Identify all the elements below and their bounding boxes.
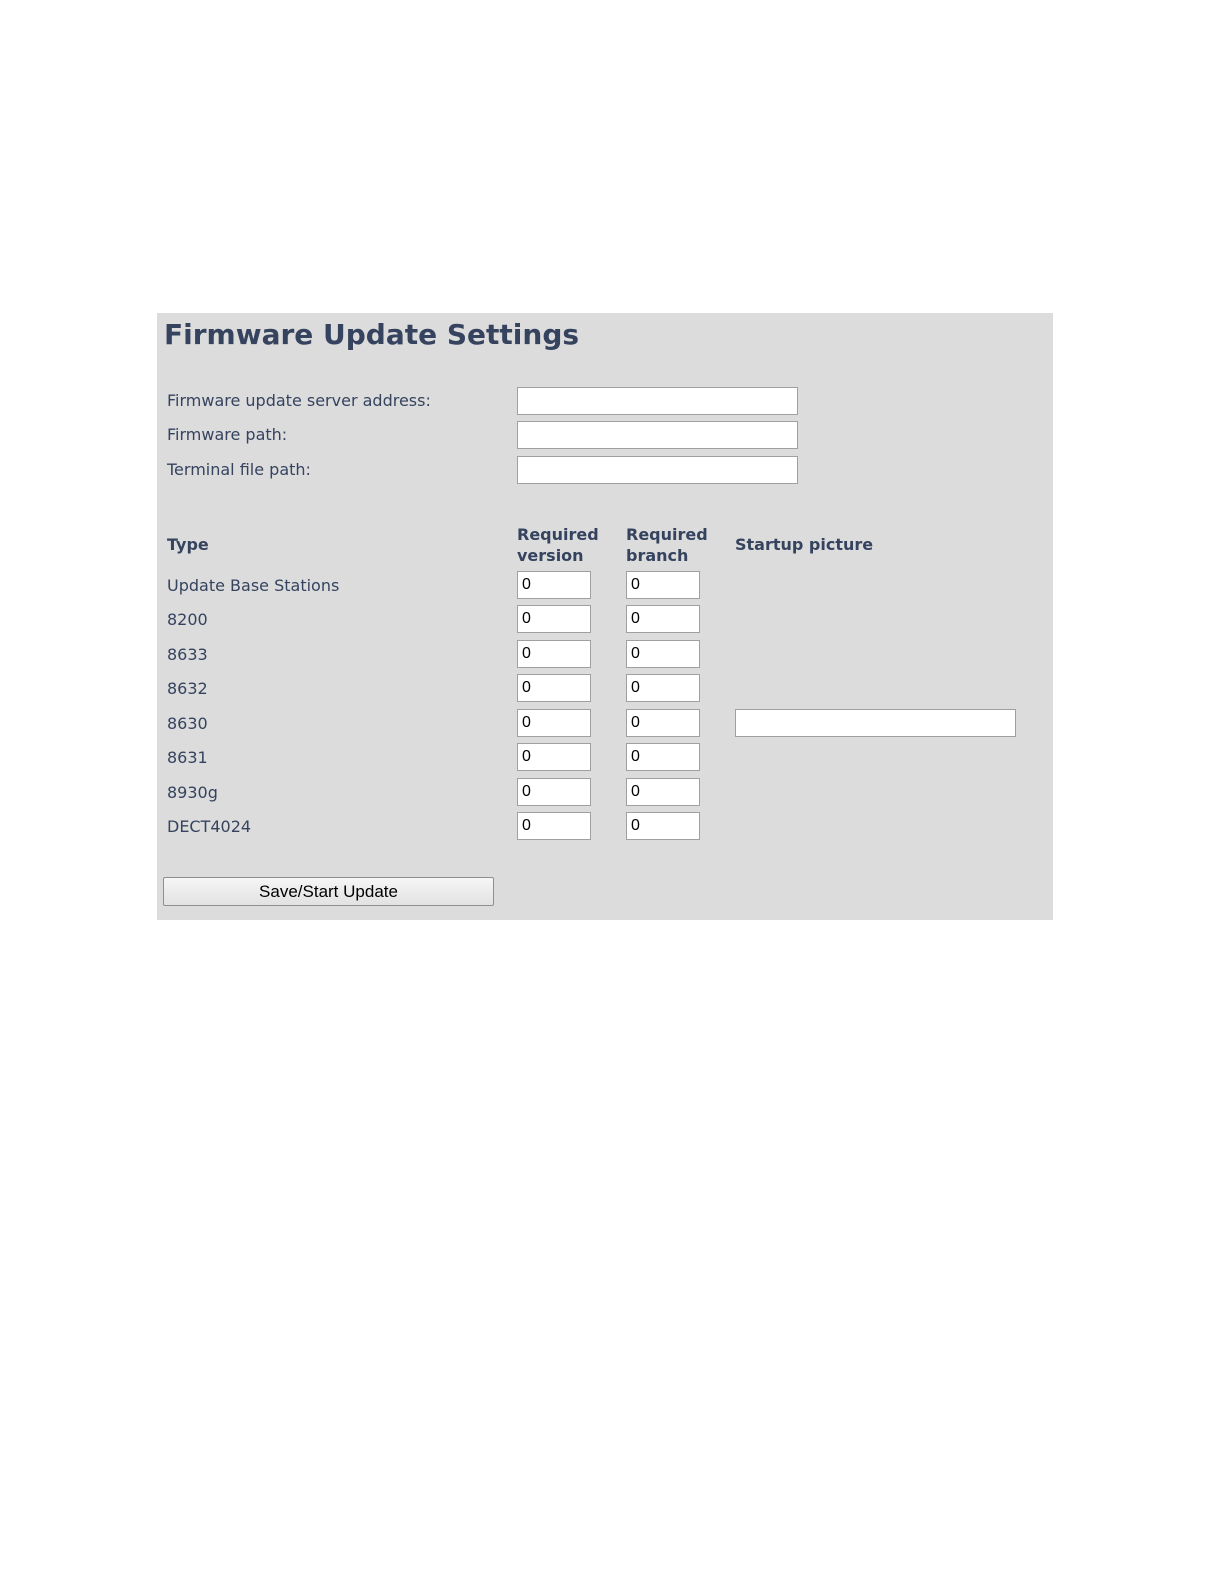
required-version-input[interactable] [517,674,591,702]
terminal-file-path-label: Terminal file path: [167,460,311,479]
page-title: Firmware Update Settings [164,318,580,351]
row-type-label: 8633 [167,645,208,664]
type-column-header: Type [167,535,209,554]
startup-picture-column-header: Startup picture [735,535,874,554]
required-version-column-header [517,524,599,566]
firmware-update-panel [157,313,1053,920]
required-version-input[interactable] [517,743,591,771]
required-branch-input[interactable] [626,640,700,668]
row-type-label: 8930g [167,783,218,802]
save-start-update-button[interactable]: Save/Start Update [163,877,494,906]
firmware-path-label: Firmware path: [167,425,288,444]
required-branch-header-line1: Required [626,525,708,544]
required-version-header-line1: Required [517,525,599,544]
required-version-input[interactable] [517,812,591,840]
required-version-header-line2: version [517,546,584,565]
row-type-label: 8631 [167,748,208,767]
required-branch-input[interactable] [626,605,700,633]
required-branch-input[interactable] [626,674,700,702]
terminal-file-path-input[interactable] [517,456,798,484]
row-type-label: 8632 [167,679,208,698]
required-branch-header-line2: branch [626,546,689,565]
required-version-input[interactable] [517,709,591,737]
server-address-label: Firmware update server address: [167,391,431,410]
row-type-label: 8630 [167,714,208,733]
required-branch-input[interactable] [626,812,700,840]
required-version-input[interactable] [517,640,591,668]
required-branch-input[interactable] [626,778,700,806]
startup-picture-input[interactable] [735,709,1016,737]
required-branch-input[interactable] [626,709,700,737]
server-address-input[interactable] [517,387,798,415]
required-version-input[interactable] [517,571,591,599]
row-type-label: DECT4024 [167,817,252,836]
row-type-label: 8200 [167,610,208,629]
required-branch-column-header [626,524,708,566]
required-version-input[interactable] [517,778,591,806]
firmware-path-input[interactable] [517,421,798,449]
required-branch-input[interactable] [626,571,700,599]
row-type-label: Update Base Stations [167,576,340,595]
required-version-input[interactable] [517,605,591,633]
required-branch-input[interactable] [626,743,700,771]
